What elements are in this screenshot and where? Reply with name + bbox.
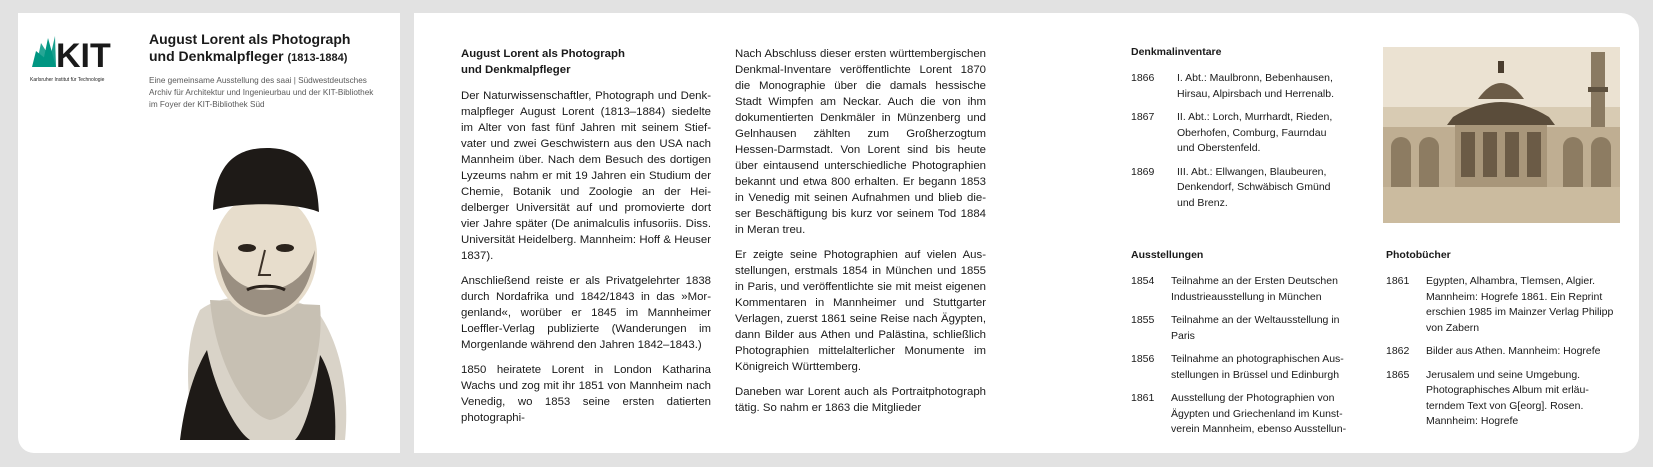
list-item: [1386, 368, 1618, 430]
entry-year: 1865: [1386, 368, 1410, 381]
list-item: [1131, 391, 1356, 438]
paragraph: Nach Abschluss dieser ersten württembergischen Denkmal-Inventare veröffentlichte Lorent 1870 die Monographie über die damals hessische Stadt Wimpfen am Neckar. Auch die von ihm dokumentierten Denkmäler in Münzenberg und Gelnhausen zählten zum Großherzogtum Hessen-Darmstadt. Von Lorent sind bis heute über eintausend unterschiedliche Photographien bekannt und etwa 800 erhalten. Er begann 1853 in Venedig mit seinen Aufnahmen und blieb dieser Beschäftigung bis kurz vor seinem Tod 1884 in Meran treu.: [735, 48, 986, 236]
kit-logo-mark-icon: [32, 36, 56, 67]
list-item: [1386, 344, 1618, 360]
entry-text: III. Abt.: Ellwangen, Blaubeuren, Denkendorf, Schwäbisch Gmünd und Brenz.: [1177, 165, 1331, 209]
entry-text: Jerusalem und seine Umgebung. Photographisches Album mit erläuterndem Text von G[eorg]. Rosen. Mannheim: Hogrefe: [1426, 368, 1589, 427]
paragraph: Daneben war Lorent auch als Portraitphotograph tätig. So nahm er 1863 die Mitglieder: [735, 386, 986, 414]
list-item: [1131, 274, 1356, 305]
ausstellungen-list: [1131, 274, 1356, 446]
entry-text: Teilnahme an der Weltausstellung in Paris: [1171, 314, 1340, 342]
entry-year: 1866: [1131, 72, 1155, 84]
ausstellungen-heading: Ausstellungen: [1131, 249, 1204, 261]
article-column-1: [461, 46, 711, 435]
article-heading-line-2: und Denkmalpfleger: [461, 64, 571, 76]
title-years: (1813-1884): [287, 52, 348, 64]
entry-year: 1869: [1131, 165, 1155, 178]
entry-text: Bilder aus Athen. Mannheim: Hogrefe: [1426, 345, 1601, 357]
entry-text: Teilnahme an der Ersten Deutschen Industrieausstellung in München: [1171, 275, 1338, 303]
entry-year: 1861: [1131, 392, 1155, 404]
entry-year: 1856: [1131, 353, 1155, 365]
entry-year: 1855: [1131, 314, 1155, 326]
list-item: [1131, 352, 1356, 383]
photobuecher-list: [1386, 274, 1618, 438]
list-item: [1131, 313, 1356, 344]
denkmalinventare-heading: Denkmalinventare: [1131, 46, 1222, 58]
denkmalinventare-list: [1131, 71, 1341, 219]
entry-year: 1867: [1131, 111, 1155, 123]
paragraph: Der Naturwissenschaftler, Photograph und Denkmalpfleger August Lorent (1813–1884) siedelte im Alter von fast fünf Jahren mit seinem Stiefvater und zwei Geschwistern aus den USA nach Mannheim über. Nach dem Besuch des dortigen Lyzeums nahm er mit 19 Jahren ein Studium der Chemie, Botanik und Zoologie an der Heidelberger Universität auf und promovierte dort vier Jahre später (De animalculis infusoriis. Diss. Universität Heidelberg. Mannheim: Hoff & Heuser 1837).: [461, 90, 711, 262]
kit-logo-text: KIT: [56, 37, 111, 75]
entry-text: Teilnahme an photographischen Ausstellungen in Brüssel und Edinburgh: [1171, 353, 1344, 381]
page-title: [149, 31, 374, 67]
entry-year: 1854: [1131, 275, 1155, 287]
fountain-courtyard-photo: [1383, 47, 1620, 223]
title-line-2: und Denkmalpfleger: [149, 48, 284, 64]
title-line-1: August Lorent als Photograph: [149, 31, 351, 47]
entry-text: II. Abt.: Lorch, Murrhardt, Rieden, Oberhofen, Comburg, Faurndau und Oberstenfeld.: [1177, 111, 1333, 154]
entry-year: 1861: [1386, 275, 1410, 287]
article-column-2: [735, 46, 986, 425]
entry-text: I. Abt.: Maulbronn, Bebenhausen, Hirsau, Alpirsbach und Herrenalb.: [1177, 72, 1334, 100]
list-item: [1131, 110, 1341, 157]
kit-logo: [30, 33, 115, 81]
list-item: [1131, 71, 1341, 102]
article-heading: [461, 46, 711, 78]
kit-logo-subtitle: Karlsruher Institut für Technologie: [30, 77, 105, 83]
paragraph: Anschließend reiste er als Privatgelehrter 1838 durch Nordafrika und 1842/1843 in das »Morgenland«, worüber er 1845 im Mannheimer Loeffler-Verlag publizierte (Wanderungen im Morgenlande während den Jahren 1842–1843.): [461, 275, 711, 351]
exhibition-subtitle: Eine gemeinsame Ausstellung des saai | Südwestdeutsches Archiv für Architektur und Ingenieurbau und der KIT-Bibliothek im Foyer der KIT-Bibliothek Süd: [149, 76, 374, 109]
entry-text: Egypten, Alhambra, Tlemsen, Algier. Mannheim: Hogrefe 1861. Ein Reprint erschien 1985 im Mainzer Verlag Philipp von Zabern: [1426, 275, 1614, 334]
portrait-image: [155, 140, 360, 440]
paragraph: 1850 heiratete Lorent in London Katharina Wachs und zog mit ihr 1851 von Mannheim nach Venedig, wo 1853 seine ersten datierten photographi-: [461, 364, 711, 424]
paragraph: Er zeigte seine Photographien auf vielen Ausstellungen, erstmals 1854 in München und 1855 in Paris, und veröffentlichte sie mit meist eigenen Kommentaren in Mannheimer und Stuttgarter Verlagen, zuerst 1861 seine Reise nach Ägypten, dann Bilder aus Athen und Palästina, schließlich Photographien mittelalterlicher Monumente im Königreich Württemberg.: [735, 249, 986, 373]
entry-text: Ausstellung der Photographien von Ägypten und Griechenland im Kunstverein Mannheim, ebenso Ausstellun-: [1171, 392, 1347, 435]
entry-year: 1862: [1386, 345, 1410, 357]
list-item: [1386, 274, 1618, 336]
photobuecher-heading: Photobücher: [1386, 249, 1451, 261]
list-item: [1131, 165, 1341, 212]
article-heading-line-1: August Lorent als Photograph: [461, 48, 625, 60]
